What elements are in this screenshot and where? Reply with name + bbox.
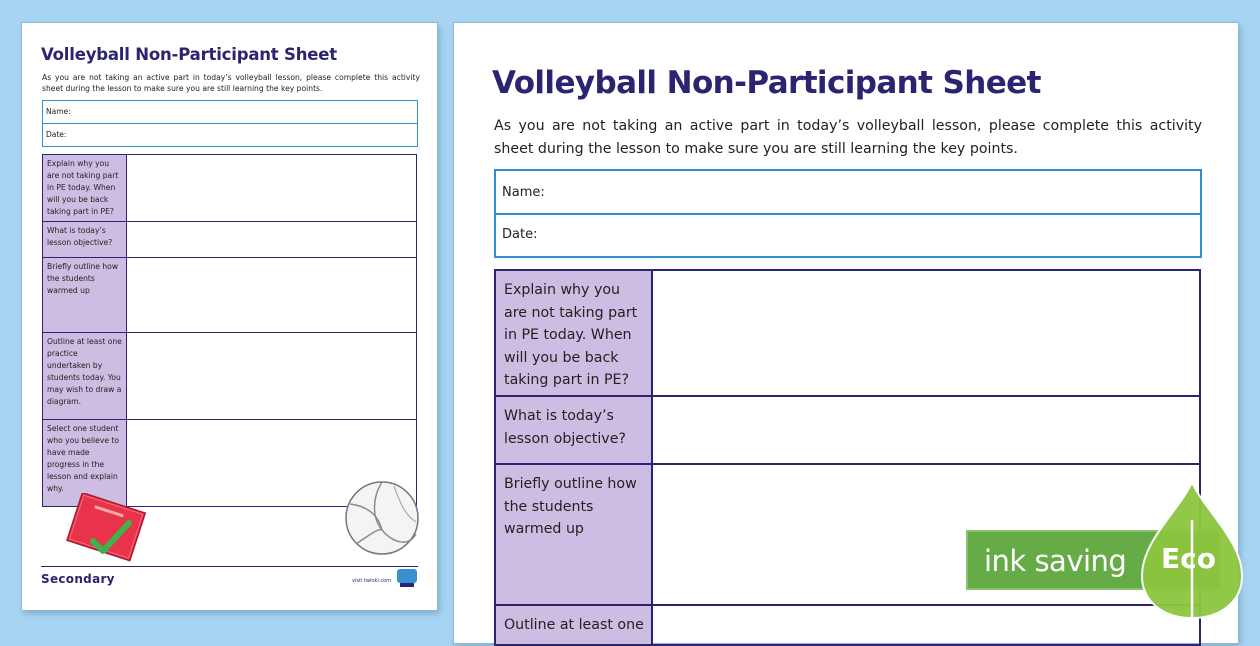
thumbnail-name-field[interactable]: Name:	[46, 107, 71, 116]
answer-cell[interactable]	[652, 270, 1200, 396]
footer-divider	[41, 566, 418, 567]
question-cell: Explain why you are not taking part in PE today. When will you be back taking part in PE?	[495, 270, 652, 396]
question-cell: What is today’s lesson objective?	[495, 396, 652, 464]
table-row	[43, 222, 417, 258]
question-cell: Outline at least one practice undertaken by students today. You may wish to draw a diagram.	[43, 333, 127, 420]
thumbnail-title: Volleyball Non-Participant Sheet	[41, 45, 337, 64]
page-title: Volleyball Non-Participant Sheet	[492, 65, 1041, 101]
question-cell: Briefly outline how the students warmed up	[495, 464, 652, 605]
thumbnail-info-box	[42, 100, 418, 147]
thumbnail-intro: As you are not taking an active part in today’s volleyball lesson, please complete this activity sheet during the lesson to make sure you are still learning the key points.	[42, 73, 420, 93]
eco-badge	[966, 480, 1260, 630]
question-cell: Briefly outline how the students warmed up	[43, 258, 127, 333]
question-cell: Outline at least one	[495, 605, 652, 645]
answer-cell[interactable]	[127, 333, 417, 420]
table-row	[43, 258, 417, 333]
answer-cell[interactable]	[127, 222, 417, 258]
question-cell: Explain why you are not taking part in PE today. When will you be back taking part in PE?	[43, 155, 127, 222]
table-row	[43, 155, 417, 222]
thumbnail-question-table	[42, 154, 417, 507]
answer-cell[interactable]	[127, 258, 417, 333]
thumbnail-date-field[interactable]: Date:	[43, 123, 417, 144]
visit-link[interactable]: visit twinkl.com	[352, 578, 392, 584]
table-row	[495, 270, 1200, 396]
answer-cell[interactable]	[652, 396, 1200, 464]
thumbnail-page	[22, 23, 437, 610]
volleyball-icon	[342, 478, 422, 558]
info-box	[494, 169, 1202, 258]
table-row	[495, 396, 1200, 464]
ink-saving-label: ink saving	[984, 544, 1127, 578]
level-label: Secondary	[41, 572, 115, 586]
question-cell: Select one student who you believe to have made progress in the lesson and explain why.	[43, 420, 127, 507]
answer-cell[interactable]	[127, 155, 417, 222]
table-row	[43, 333, 417, 420]
intro-text: As you are not taking an active part in today’s volleyball lesson, please complete this activity sheet during the lesson to make sure you are still learning the key points.	[494, 118, 1202, 157]
question-cell: What is today’s lesson objective?	[43, 222, 127, 258]
name-field[interactable]: Name:	[502, 185, 545, 200]
notebook-icon	[51, 493, 156, 571]
date-field[interactable]: Date:	[496, 213, 1200, 256]
brand-logo-icon	[396, 568, 418, 588]
eco-label: Eco	[1161, 542, 1216, 575]
